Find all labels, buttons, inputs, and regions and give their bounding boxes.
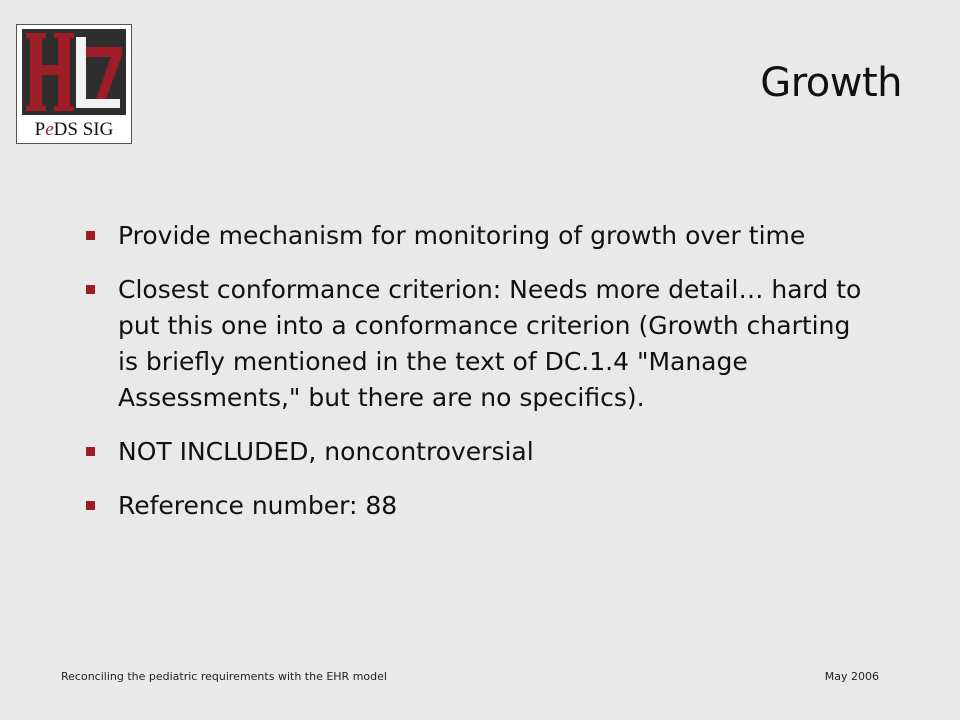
bullet-square-icon [86,285,95,294]
bullet-text: Closest conformance criterion: Needs more detail… hard to put this one into a conformance criterion (Growth charting is briefly mentioned in the text of DC.1.4 "Manage Assessments," but there are no specifics). [118,275,862,412]
hl7-peds-sig-logo [16,24,132,144]
footer-title: Reconciling the pediatric requirements with the EHR model [61,670,387,683]
bullet-square-icon [86,447,95,456]
bullet-text: Reference number: 88 [118,491,398,520]
hl7-logo-icon [22,29,126,115]
slide-title: Growth [760,60,902,106]
footer-date: May 2006 [824,670,879,683]
bullet-text: NOT INCLUDED, noncontroversial [118,437,534,466]
logo-subtitle: PeDS SIG [34,119,114,140]
bullet-square-icon [86,231,95,240]
bullet-item [82,488,872,524]
bullet-list [82,218,872,542]
bullet-item [82,218,872,254]
bullet-square-icon [86,501,95,510]
bullet-item [82,272,872,416]
bullet-item [82,434,872,470]
bullet-text: Provide mechanism for monitoring of growth over time [118,221,806,250]
hl7-logo-mark [22,29,126,115]
